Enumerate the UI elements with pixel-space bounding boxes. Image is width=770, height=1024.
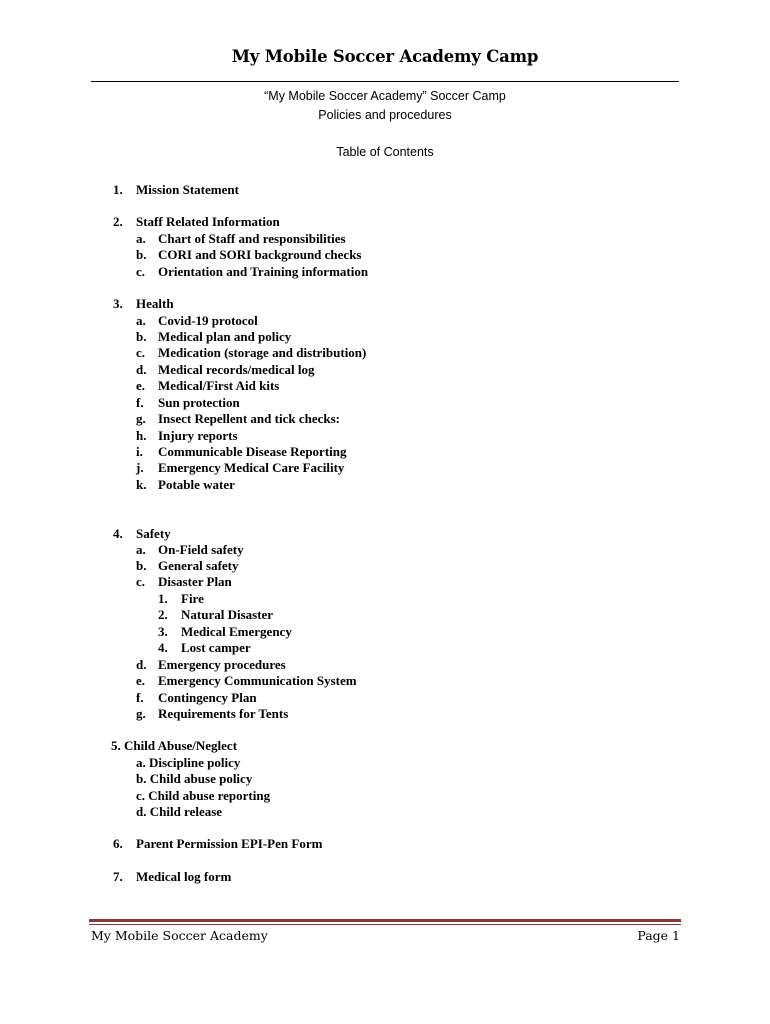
toc-label: Injury reports <box>158 428 238 443</box>
toc-marker: a. <box>136 231 146 246</box>
toc-marker: b. <box>136 329 147 344</box>
toc-label: Safety <box>136 526 171 541</box>
policies-subtitle: Policies and procedures <box>318 108 452 122</box>
toc-marker: 3. <box>113 296 123 311</box>
toc-label: Communicable Disease Reporting <box>158 444 347 459</box>
toc-label: Requirements for Tents <box>158 706 289 721</box>
toc-marker: 2. <box>158 607 168 622</box>
toc-subitem-child-abuse-reporting: c. Child abuse reporting <box>136 788 271 803</box>
toc-marker: k. <box>136 477 147 492</box>
toc-label: Mission Statement <box>136 182 239 197</box>
toc-label: Medical records/medical log <box>158 362 315 377</box>
toc-label: Medical/First Aid kits <box>158 378 280 393</box>
toc-marker: f. <box>136 395 144 410</box>
toc-marker: 7. <box>113 869 123 884</box>
toc-label: Fire <box>181 591 204 606</box>
footer-rule-thin <box>89 924 681 925</box>
toc-marker: b. <box>136 558 147 573</box>
toc-label: On-Field safety <box>158 542 244 557</box>
toc-label: Emergency Communication System <box>158 673 357 688</box>
toc-label: Disaster Plan <box>158 574 232 589</box>
toc-label: Medical plan and policy <box>158 329 292 344</box>
toc-label: Chart of Staff and responsibilities <box>158 231 346 246</box>
toc-label: Medical Emergency <box>181 624 292 639</box>
toc-label: Contingency Plan <box>158 690 257 705</box>
toc-heading: Table of Contents <box>336 145 434 159</box>
toc-label: Potable water <box>158 477 235 492</box>
toc-marker: b. <box>136 247 147 262</box>
document-title: My Mobile Soccer Academy Camp <box>231 47 539 66</box>
toc-marker: a. <box>136 542 146 557</box>
toc-label: Parent Permission EPI-Pen Form <box>136 836 323 851</box>
toc-label: Medication (storage and distribution) <box>158 345 367 360</box>
page-number: Page 1 <box>637 928 680 943</box>
toc-marker: e. <box>136 378 146 393</box>
toc-marker: 6. <box>113 836 123 851</box>
toc-label: Health <box>136 296 174 311</box>
toc-label: Insect Repellent and tick checks: <box>158 411 340 426</box>
toc-label: Medical log form <box>136 869 232 884</box>
toc-subitem-discipline-policy: a. Discipline policy <box>136 755 241 770</box>
toc-marker: i. <box>136 444 143 459</box>
toc-label: Orientation and Training information <box>158 264 369 279</box>
toc-label: Covid-19 protocol <box>158 313 258 328</box>
toc-label: Lost camper <box>181 640 251 655</box>
toc-marker: a. <box>136 313 146 328</box>
toc-marker: 4. <box>158 640 168 655</box>
footer-rule <box>89 919 681 922</box>
toc-marker: j. <box>136 460 144 475</box>
toc-item-child-abuse-neglect: 5. Child Abuse/Neglect <box>111 738 238 753</box>
toc-marker: e. <box>136 673 146 688</box>
title-underline <box>91 81 679 82</box>
toc-marker: d. <box>136 362 147 377</box>
toc-subitem-child-release: d. Child release <box>136 804 223 819</box>
toc-marker: 4. <box>113 526 123 541</box>
toc-marker: 2. <box>113 214 123 229</box>
toc-label: Emergency Medical Care Facility <box>158 460 345 475</box>
toc-label: CORI and SORI background checks <box>158 247 362 262</box>
toc-marker: f. <box>136 690 144 705</box>
toc-marker: c. <box>136 345 146 360</box>
toc-label: Staff Related Information <box>136 214 280 229</box>
toc-marker: d. <box>136 657 147 672</box>
toc-marker: 1. <box>158 591 168 606</box>
toc-marker: g. <box>136 706 146 721</box>
footer-academy-name: My Mobile Soccer Academy <box>91 928 268 943</box>
toc-marker: 1. <box>113 182 123 197</box>
toc-marker: g. <box>136 411 146 426</box>
toc-label: Emergency procedures <box>158 657 286 672</box>
toc-subitem-child-abuse-policy: b. Child abuse policy <box>136 771 253 786</box>
toc-marker: c. <box>136 264 146 279</box>
toc-marker: h. <box>136 428 147 443</box>
toc-label: Natural Disaster <box>181 607 274 622</box>
toc-marker: c. <box>136 574 146 589</box>
toc-label: General safety <box>158 558 239 573</box>
camp-subtitle: “My Mobile Soccer Academy” Soccer Camp <box>264 89 506 103</box>
toc-label: Sun protection <box>158 395 240 410</box>
toc-marker: 3. <box>158 624 168 639</box>
